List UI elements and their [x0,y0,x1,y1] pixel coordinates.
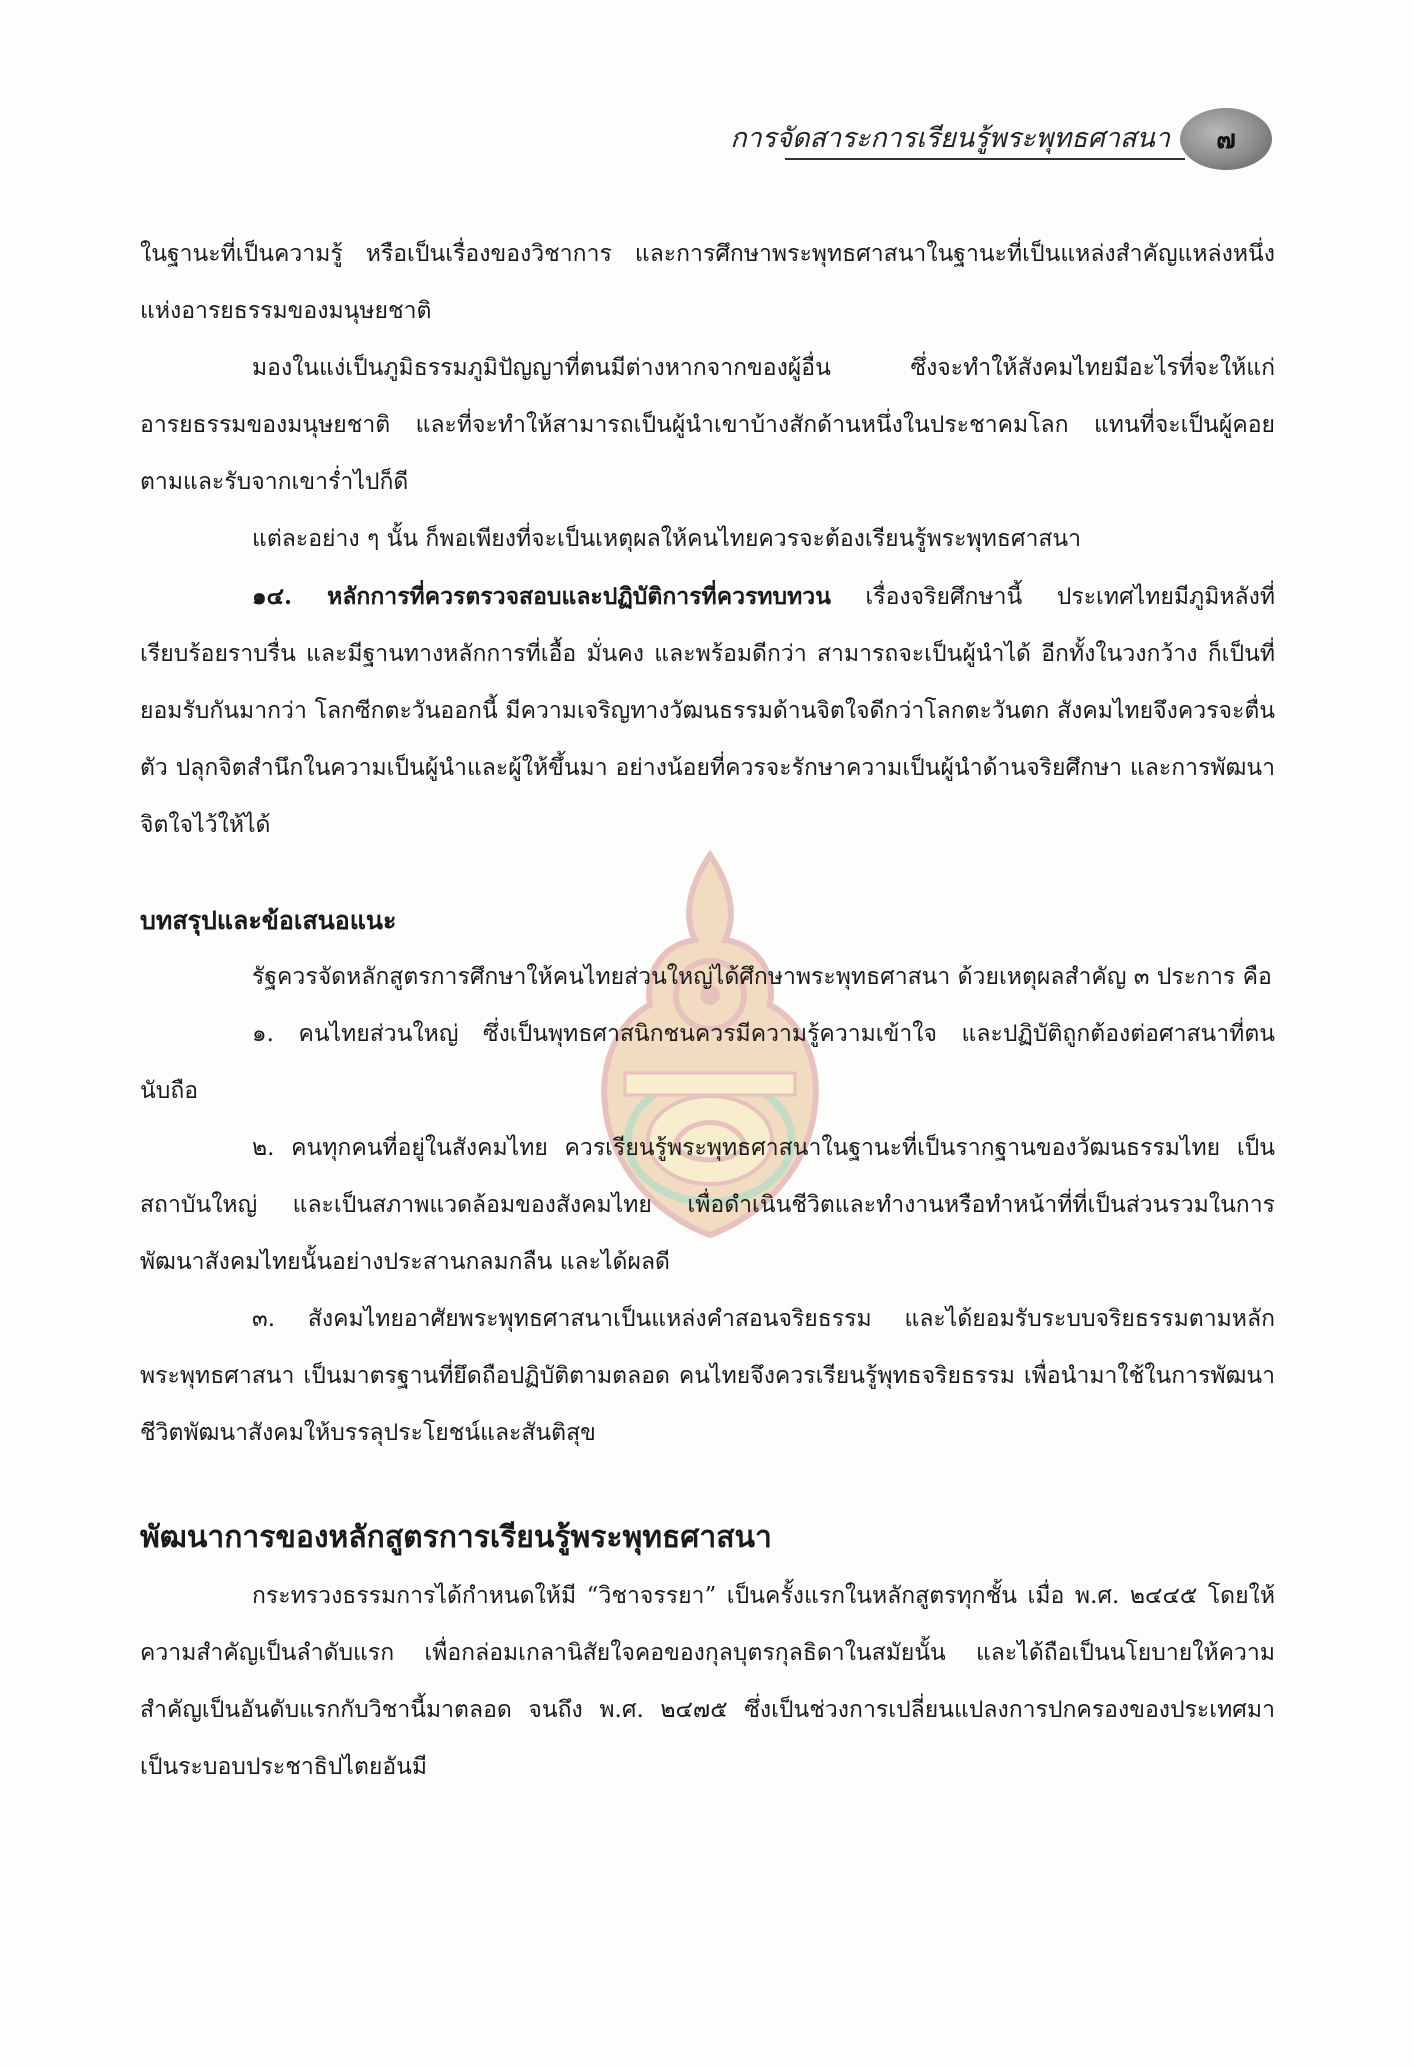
section-heading: พัฒนาการของหลักสูตรการเรียนรู้พระพุทธศาสนา [140,1520,772,1555]
paragraph: แต่ละอย่าง ๆ นั้น ก็พอเพียงที่จะเป็นเหตุผลให้คนไทยควรจะต้องเรียนรู้พระพุทธศาสนา [252,526,1082,552]
paragraph-text: เรื่องจริยศึกษานี้ ประเทศไทยมีภูมิหลังที่เรียบร้อยราบรื่น และมีฐานทางหลักการที่เอื้อ มั่นคง และพร้อมดีกว่า สามารถจะเป็นผู้นำได้ อีกทั้งในวงกว้าง ก็เป็นที่ยอมรับกันมากว่า โลกซีกตะวันออกนี้ มีความเจริญทางวัฒนธรรมด้านจิตใจดีกว่าโลกตะวันตก สังคมไทยจึงควรจะตื่นตัว ปลุกจิตสำนึกในความเป็นผู้นำและผู้ให้ขึ้นมา อย่างน้อยที่ควรจะรักษาความเป็นผู้นำด้านจริยศึกษา และการพัฒนาจิตใจไว้ให้ได้ [140,584,1275,838]
header-rule [785,158,1185,160]
paragraph-lead: ๑๔. หลักการที่ควรตรวจสอบและปฏิบัติการที่ควรทบทวน [252,583,831,610]
paragraph: ๒. คนทุกคนที่อยู่ในสังคมไทย ควรเรียนรู้พระพุทธศาสนาในฐานะที่เป็นรากฐานของวัฒนธรรมไทย เป็นสถาบันใหญ่ และเป็นสภาพแวดล้อมของสังคมไทย เพื่อดำเนินชีวิตและทำงานหรือทำหน้าที่ที่เป็นส่วนรวมในการพัฒนาสังคมไทยนั้นอย่างประสานกลมกลืน และได้ผลดี [140,1135,1275,1275]
paragraph: ในฐานะที่เป็นความรู้ หรือเป็นเรื่องของวิชาการ และการศึกษาพระพุทธศาสนาในฐานะที่เป็นแหล่งสำคัญแหล่งหนึ่งแห่งอารยธรรมของมนุษยชาติ [140,241,1275,324]
paragraph: รัฐควรจัดหลักสูตรการศึกษาให้คนไทยส่วนใหญ่ได้ศึกษาพระพุทธศาสนา ด้วยเหตุผลสำคัญ ๓ ประการ คือ [252,964,1272,990]
paragraph: ๑. คนไทยส่วนใหญ่ ซึ่งเป็นพุทธศาสนิกชนควรมีความรู้ความเข้าใจ และปฏิบัติถูกต้องต่อศาสนาที่ตนนับถือ [140,1021,1275,1104]
paragraph [140,568,1275,854]
running-header-title: การจัดสาระการเรียนรู้พระพุทธศาสนา [730,123,1170,154]
paragraph: มองในแง่เป็นภูมิธรรมภูมิปัญญาที่ตนมีต่างหากจากของผู้อื่น ซึ่งจะทำให้สังคมไทยมีอะไรที่จะให้แก่อารยธรรมของมนุษยชาติ และที่จะทำให้สามารถเป็นผู้นำเขาบ้างสักด้านหนึ่งในประชาคมโลก แทนที่จะเป็นผู้คอยตามและรับจากเขาร่ำไปก็ดี [140,355,1275,495]
subsection-heading: บทสรุปและข้อเสนอแนะ [140,906,397,935]
paragraph: กระทรวงธรรมการได้กำหนดให้มี “วิชาจรรยา” เป็นครั้งแรกในหลักสูตรทุกชั้น เมื่อ พ.ศ. ๒๔๔๕ โดยให้ความสำคัญเป็นลำดับแรก เพื่อกล่อมเกลานิสัยใจคอของกุลบุตรกุลธิดาในสมัยนั้น และได้ถือเป็นนโยบายให้ความสำคัญเป็นอันดับแรกกับวิชานี้มาตลอด จนถึง พ.ศ. ๒๔๗๕ ซึ่งเป็นช่วงการเปลี่ยนแปลงการปกครองของประเทศมาเป็นระบอบประชาธิปไตยอันมี [140,1583,1275,1780]
document-body [140,226,1275,1796]
paragraph: ๓. สังคมไทยอาศัยพระพุทธศาสนาเป็นแหล่งคำสอนจริยธรรม และได้ยอมรับระบบจริยธรรมตามหลักพระพุทธศาสนา เป็นมาตรฐานที่ยึดถือปฏิบัติตามตลอด คนไทยจึงควรเรียนรู้พุทธจริยธรรม เพื่อนำมาใช้ในการพัฒนาชีวิตพัฒนาสังคมให้บรรลุประโยชน์และสันติสุข [140,1306,1275,1446]
page-number: ๗ [1216,124,1236,155]
page-number-badge [1180,108,1272,170]
running-header [600,100,1280,180]
